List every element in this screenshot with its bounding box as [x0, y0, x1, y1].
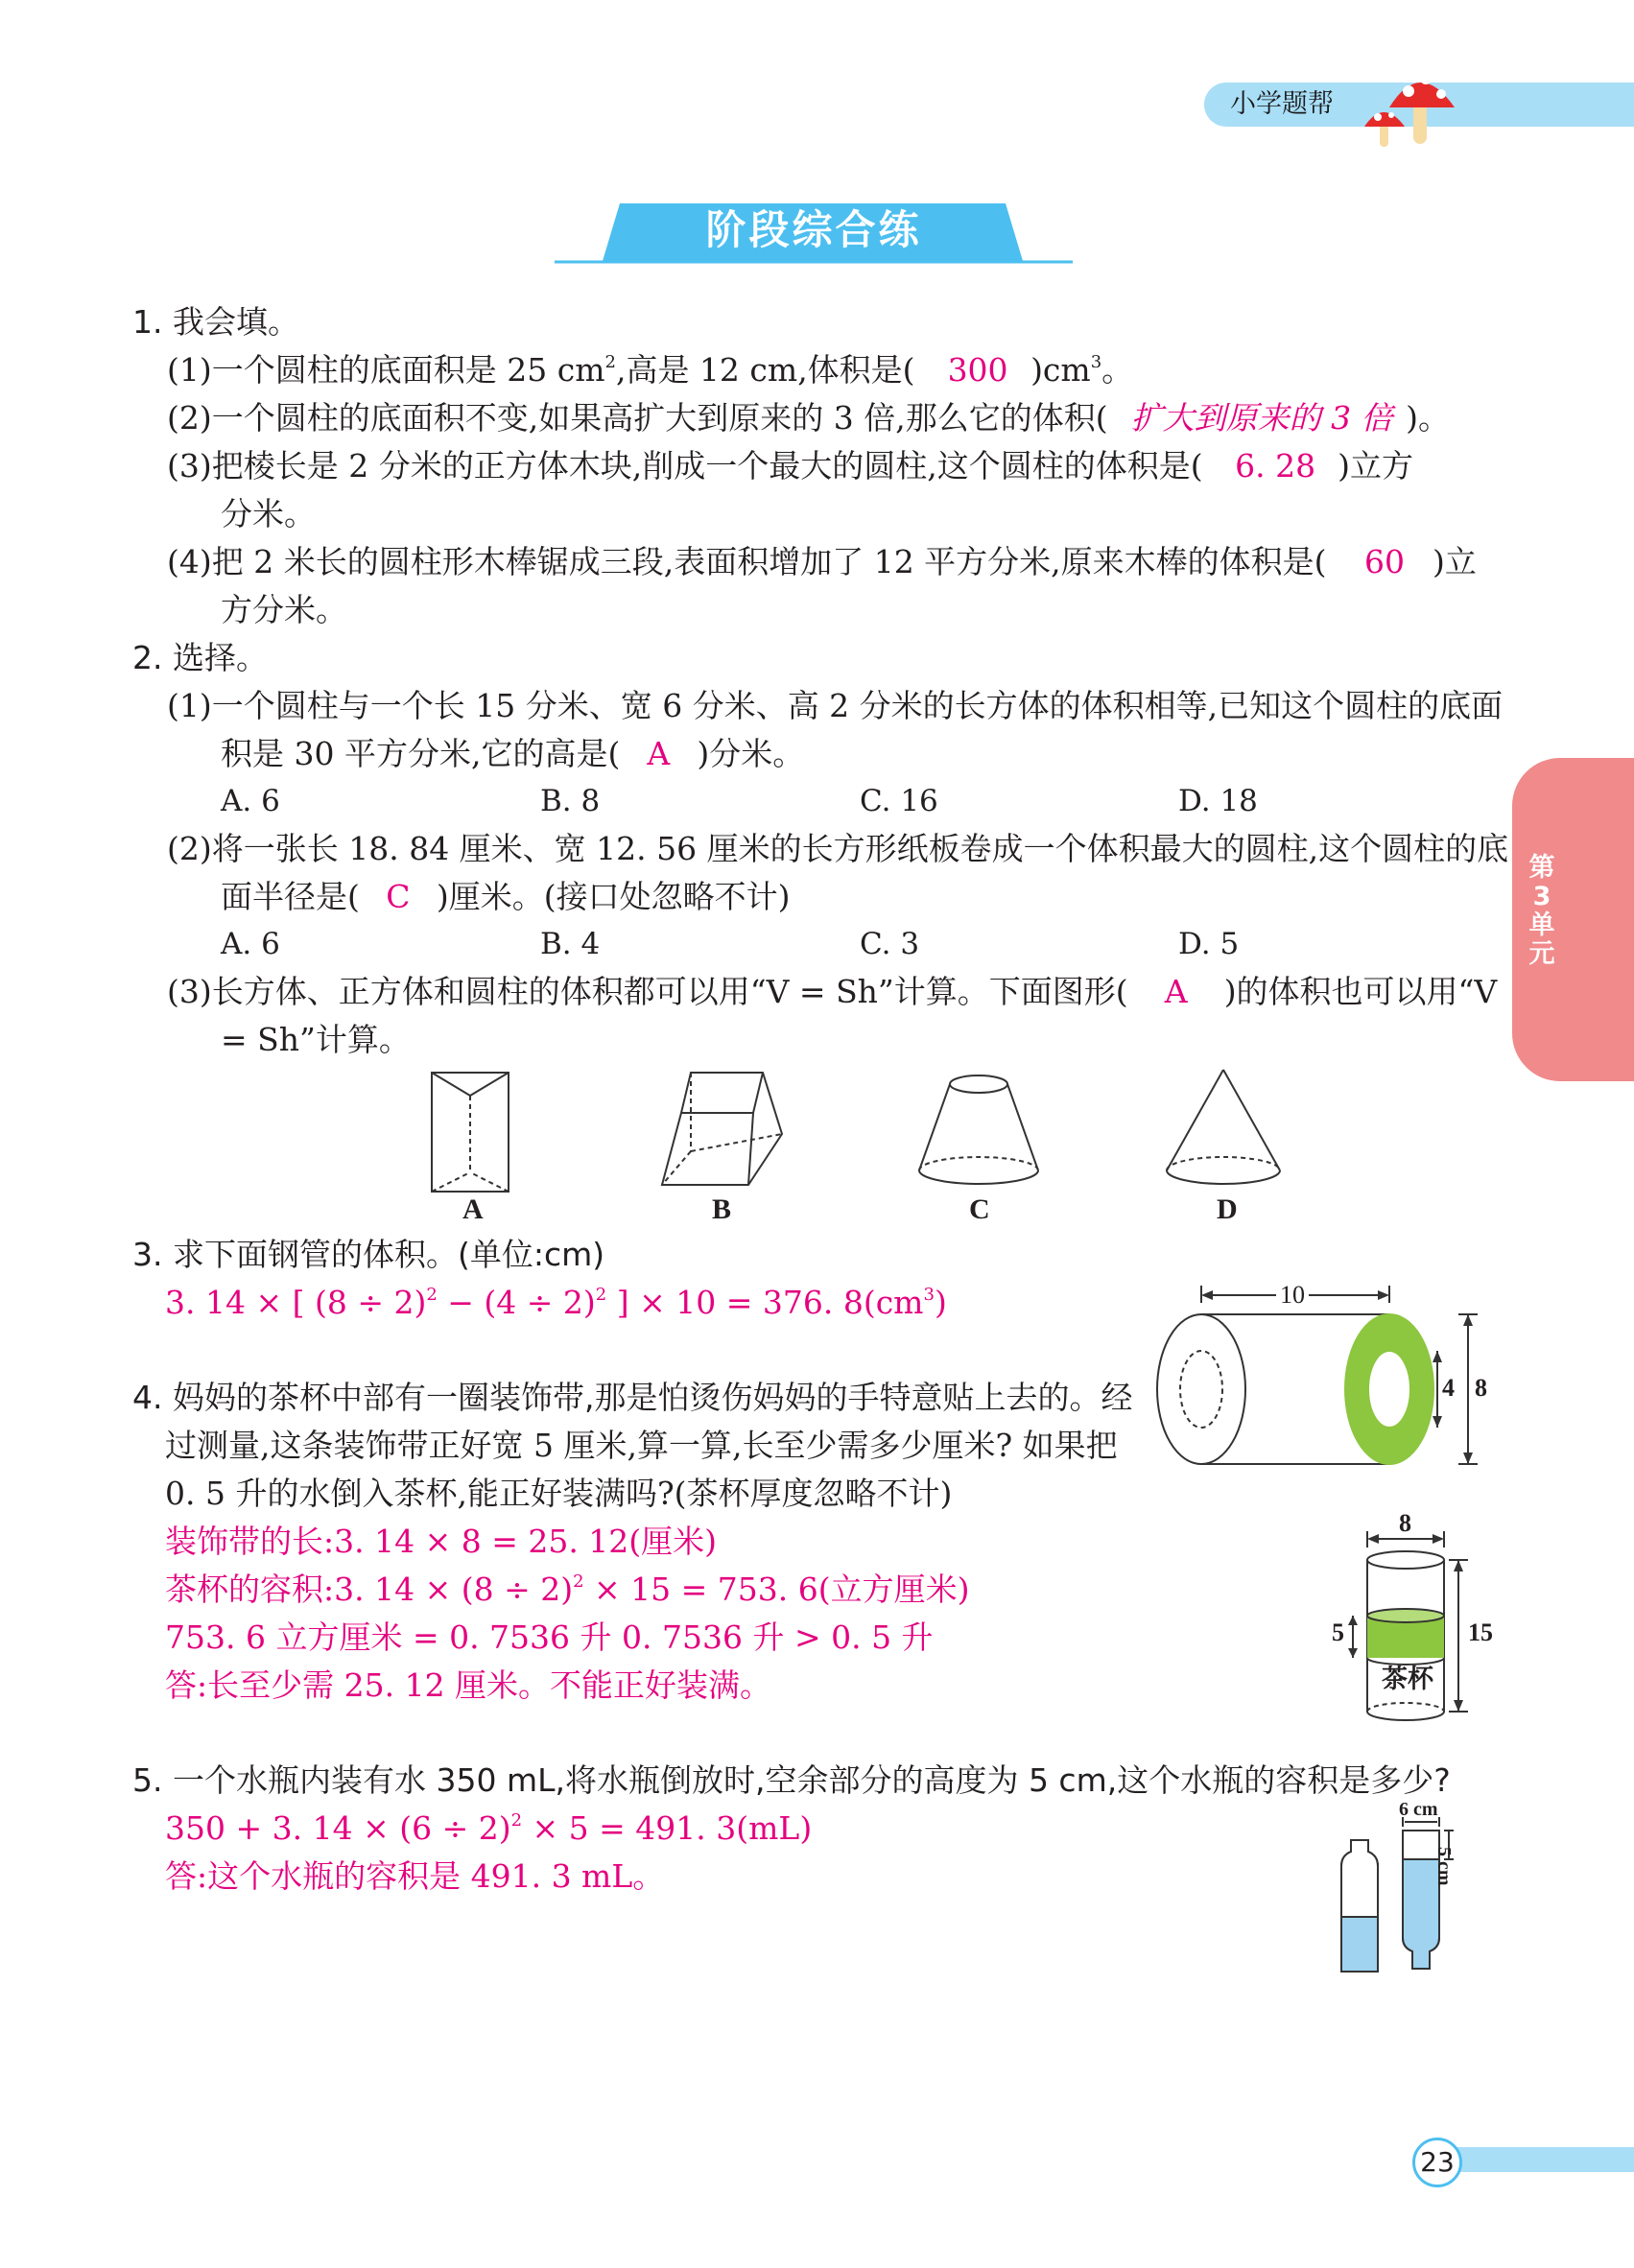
- q4-line3: 0. 5 升的水倒入茶杯,能正好装满吗?(茶杯厚度忽略不计): [165, 1475, 953, 1512]
- q1-item3: (3)把棱长是 2 分米的正方体木块,削成一个最大的圆柱,这个圆柱的体积是( 6. 28 )立方: [167, 447, 1413, 484]
- q1-item4: (4)把 2 米长的圆柱形木棒锯成三段,表面积增加了 12 平方分米,原来木棒的体积是( 60 )立: [167, 543, 1477, 580]
- q2-item2: (2)将一张长 18. 84 厘米、宽 12. 56 厘米的长方形纸板卷成一个体积最大的圆柱,这个圆柱的底: [167, 830, 1509, 867]
- q1-item1: (1)一个圆柱的底面积是 25 $cm^2$,高是 12 cm,体积是( 300 )$cm^3$。: [167, 351, 1134, 389]
- q1-item4-answer: 60: [1364, 543, 1406, 580]
- q4-answer2: 茶杯的容积:3. $14 \times (8 \div 2)^2 \times 15 = 753$. 6(立方厘米): [165, 1571, 970, 1608]
- q2-item1-option-d: D. 18: [1178, 784, 1258, 818]
- pipe-outer-label: 8: [1475, 1374, 1487, 1402]
- bottle-gap-label: 5 cm: [1433, 1847, 1455, 1886]
- pipe-inner-label: 4: [1442, 1374, 1455, 1402]
- mushroom-icon: [1351, 58, 1461, 149]
- q5-answer2: 答:这个水瓶的容积是 491. 3 mL。: [165, 1857, 665, 1895]
- shape-a-triangular-prism: [422, 1065, 518, 1199]
- q1-item1-answer: 300: [947, 351, 1008, 389]
- q1-item3-cont: 分米。: [221, 495, 316, 532]
- q2-item2-cont: 面半径是( C )厘米。(接口处忽略不计): [221, 878, 791, 915]
- q2-item3-cont: = Sh”计算。: [221, 1021, 411, 1058]
- q2-item1-answer: A: [647, 735, 671, 772]
- shape-label-d: D: [1217, 1193, 1238, 1225]
- q2-item1-option-c: C. 16: [860, 784, 938, 818]
- q2-item2-option-b: B. 4: [540, 927, 601, 961]
- q2-title: 2. 选择。: [132, 639, 268, 676]
- q1-item2: (2)一个圆柱的底面积不变,如果高扩大到原来的 3 倍,那么它的体积( 扩大到原来的 3 倍 )。: [167, 399, 1450, 437]
- shape-label-b: B: [712, 1193, 732, 1225]
- q4-line1: 4. 妈妈的茶杯中部有一圈装饰带,那是怕烫伤妈妈的手特意贴上去的。经: [132, 1379, 1133, 1416]
- q2-item3-answer: A: [1164, 973, 1188, 1010]
- water-bottle-figure: [1324, 1813, 1497, 1986]
- q2-item1-option-a: A. 6: [221, 784, 280, 818]
- page-number: 23: [1412, 2138, 1462, 2187]
- q1-item2-answer: 扩大到原来的 3 倍: [1130, 399, 1393, 437]
- q4-answer4: 答:长至少需 25. 12 厘米。不能正好装满。: [165, 1666, 772, 1704]
- q2-item3: (3)长方体、正方体和圆柱的体积都可以用“V = Sh”计算。下面图形( A )的体积也可以用“V: [167, 973, 1498, 1010]
- footer-bar: [1439, 2147, 1634, 2172]
- q4-line2: 过测量,这条装饰带正好宽 5 厘米,算一算,长至少需多少厘米? 如果把: [165, 1427, 1118, 1464]
- q2-item1: (1)一个圆柱与一个长 15 分米、宽 6 分米、高 2 分米的长方体的体积相等,已知这个圆柱的底面: [167, 687, 1504, 724]
- cup-height-label: 15: [1468, 1618, 1493, 1646]
- cup-diameter-label: 8: [1399, 1509, 1411, 1537]
- q2-item2-option-c: C. 3: [860, 927, 920, 961]
- q1-item4-cont: 方分米。: [221, 591, 347, 628]
- q2-item1-cont: 积是 30 平方分米,它的高是( A )分米。: [221, 735, 805, 772]
- q3-answer: 3. 14 × [ $(8 \div 2)^2 - (4 \div 2)^2$ ] × 10 = 376. $8(cm^3)$: [165, 1284, 947, 1321]
- shape-label-a: A: [462, 1193, 484, 1225]
- bottle-width-label: 6 cm: [1399, 1799, 1438, 1820]
- pipe-length-label: 10: [1276, 1281, 1309, 1310]
- cup-band-label: 5: [1332, 1618, 1344, 1646]
- q3-title: 3. 求下面钢管的体积。(单位:cm): [132, 1236, 605, 1273]
- q5-title: 5. 一个水瓶内装有水 350 mL,将水瓶倒放时,空余部分的高度为 5 cm,这个水瓶的容积是多少?: [132, 1761, 1451, 1799]
- q2-item2-option-a: A. 6: [221, 927, 280, 961]
- q1-item3-answer: 6. 28: [1235, 447, 1316, 484]
- q2-item2-option-d: D. 5: [1178, 927, 1240, 961]
- q1-title: 1. 我会填。: [132, 303, 299, 341]
- section-title: 阶段综合练: [705, 206, 922, 253]
- unit-side-tab-label: 第 3 单 元: [1528, 853, 1555, 969]
- shape-d-cone: [1161, 1065, 1286, 1199]
- q4-answer1: 装饰带的长:3. 14 × 8 = 25. 12(厘米): [165, 1523, 718, 1560]
- q5-answer1: 350 + 3. $14 \times (6 \div 2)^2 \times 5 = 491$. 3(mL): [165, 1809, 813, 1847]
- q2-item1-option-b: B. 8: [540, 784, 601, 818]
- shape-c-frustum-cone: [912, 1065, 1046, 1199]
- q4-answer3: 753. 6 立方厘米 = 0. 7536 升 0. 7536 升 > 0. 5 升: [165, 1618, 934, 1656]
- shape-b-frustum-prism: [652, 1065, 787, 1199]
- q2-item2-answer: C: [386, 878, 411, 915]
- header-brand: 小学题帮: [1230, 89, 1334, 119]
- shape-label-c: C: [969, 1193, 990, 1225]
- cup-label: 茶杯: [1382, 1665, 1433, 1694]
